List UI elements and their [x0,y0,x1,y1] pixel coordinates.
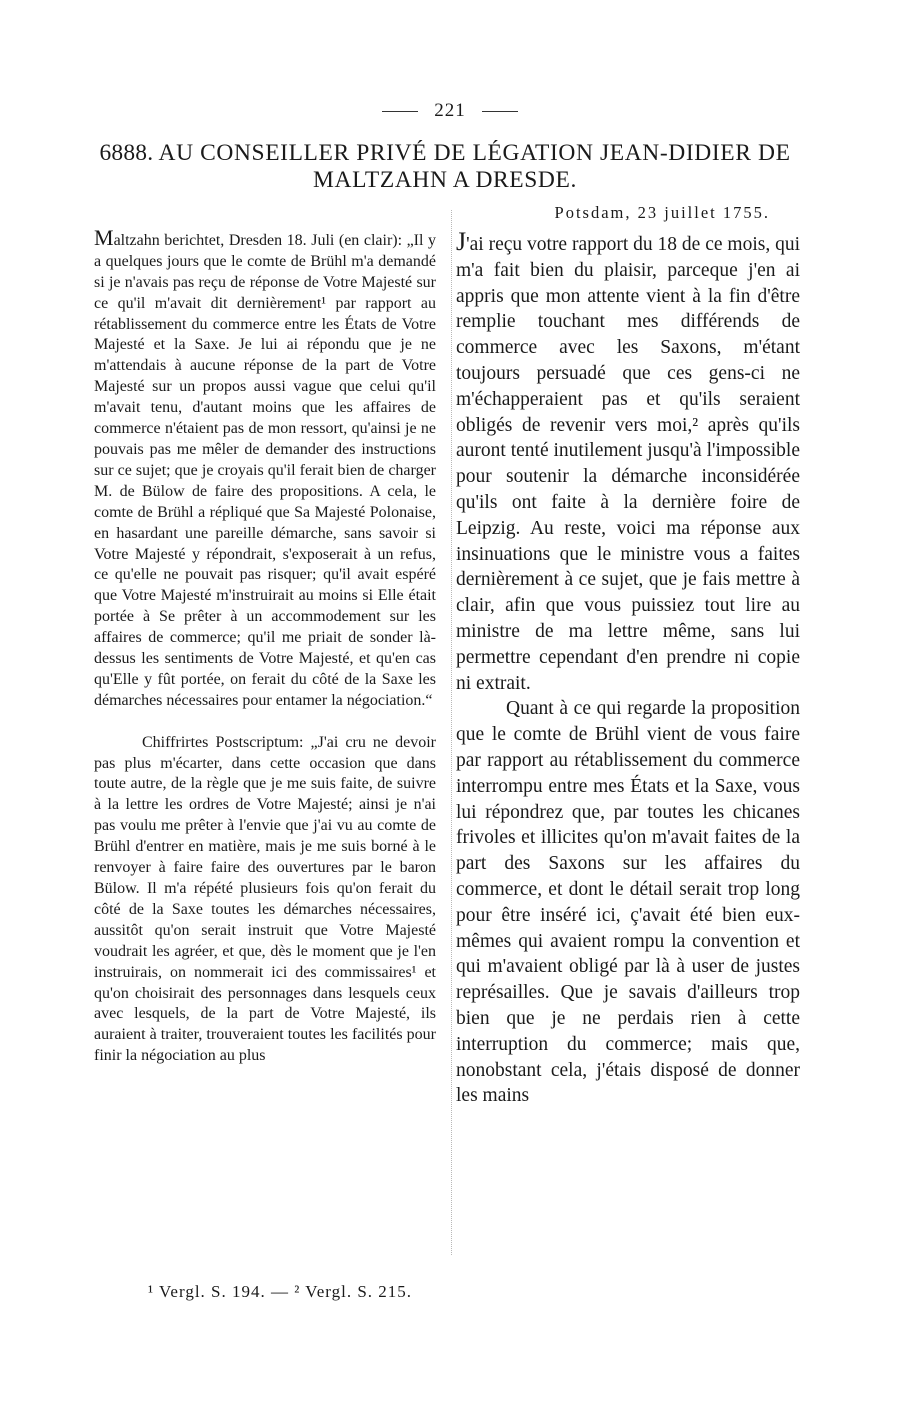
report-paragraph [94,224,436,712]
letter-number: 6888. [99,140,154,166]
column-divider [451,210,452,1255]
dateline: Potsdam, 23 juillet 1755. [554,203,770,222]
report-column [94,207,436,1088]
letter-dropcap: J [456,227,467,256]
footnotes: ¹ Vergl. S. 194. — ² Vergl. S. 215. [148,1282,413,1301]
page-number-rule-left [382,111,418,112]
letter-heading [90,140,800,194]
page-number-line [0,100,900,122]
report-text: altzahn berichtet, Dresden 18. Juli (en clair): „Il y a quelques jours que le comte de Brühl m'a demandé si je n'avais pas reçu de réponse de Votre Majesté sur ce qu'il m'avait dit dernièrement¹ par rapport au rétablissement du commerce entre les États de Votre Majesté et la Saxe. Je lui ai répondu que je ne m'attendais à aucune réponse de la part de Votre Majesté sur un propos aussi vague que celui qu'il m'avait tenu, d'autant moins que les affaires de commerce n'étaient pas de mon ressort, qu'ainsi je ne pouvais pas me mêler de demander des instructions sur ce sujet; que je croyais qu'il ferait bien de charger M. de Bülow de faire des propositions. A cela, le comte de Brühl a répliqué que Sa Majesté Polonaise, en hasardant une pareille démarche, sans savoir si Votre Majesté y répondrait, s'exposerait à un refus, ce qu'elle ne pouvait pas risquer; qu'il avait espéré que Votre Majesté m'instruirait au moins si Elle était portée à Se prêter à un accommodement sur les affaires de commerce; qu'il me priait de sonder là-dessus les sentiments de Votre Majesté, et qu'en cas qu'Elle y fût portée, on ferait du côté de la Saxe les démarches nécessaires pour entamer la négociation.“ [94,231,436,709]
letter-title: AU CONSEILLER PRIVÉ DE LÉGATION JEAN-DIDIER DE MALTZAHN A DRESDE. [158,140,791,193]
letter-paragraph-1 [456,229,800,696]
letter-column [456,203,800,1109]
page-number: 221 [434,100,466,121]
postscript-paragraph: Chiffrirtes Postscriptum: „J'ai cru ne devoir pas plus m'écarter, dans cette occasion que dans toute autre, de la règle que je me suis faite, de suivre à la lettre les ordres de Votre Majesté; ainsi je n'ai pas voulu me prêter à l'envie que j'ai vu au comte de Brühl d'entrer en matière, mais je me suis borné à le renvoyer à faire faire des ouvertures par le baron Bülow. Il m'a répété plusieurs fois qu'on ferait du côté de la Saxe toutes les démarches nécessaires, aussitôt qu'on serait instruit que Votre Majesté voudrait les agréer, et que, dès le moment que je l'en instruirais, on nommerait ici des commissaires¹ et qu'on choisirait des personnages dans lesquels ceux avec lesquels, de la part de Votre Majesté, ils auraient à traiter, trouveraient toutes les facilités pour finir la négociation au plus [94,733,436,1065]
page-number-rule-right [482,111,518,112]
report-dropcap: M [94,224,114,250]
letter-paragraph-2: Quant à ce qui regarde la proposition que le comte de Brühl vient de vous faire par rapport au rétablissement du commerce interrompu entre mes États et la Saxe, vous lui répondrez que, par toutes les chicanes frivoles et illicites qu'on m'avait faites de la part des Saxons sur les affaires du commerce, et dont le détail serait trop long pour être inséré ici, ç'avait été bien eux-mêmes qui avaient rompu la convention et qui m'avaient obligé par là à user de justes représailles. Que je savais d'ailleurs trop bien que je ne perdais rien à cette interruption du commerce; mais que, nonobstant cela, j'étais disposé de donner les mains [456,698,800,1107]
letter-paragraph-1-text: 'ai reçu votre rapport du 18 de ce mois, qui m'a fait bien du plaisir, parceque j'en ai appris que mon attente vient à la fin d'être remplie touchant mes différends de commerce avec les Saxons, m'étant toujours persuadé que ces gens-ci ne m'échapperaient pas et qu'ils seraient obligés de revenir vers moi,² après qu'ils auront tenté inutilement jusqu'à l'impossible pour soutenir la démarche inconsidérée qu'ils ont faite à la dernière foire de Leipzig. Au reste, voici ma réponse aux insinuations que le ministre vous a faites dernièrement à ce sujet, que je fais mettre à clair, afin que vous puissiez tout lire au ministre de ma lettre même, sans lui permettre cependant d'en prendre ni copie ni extrait. [456,234,800,694]
